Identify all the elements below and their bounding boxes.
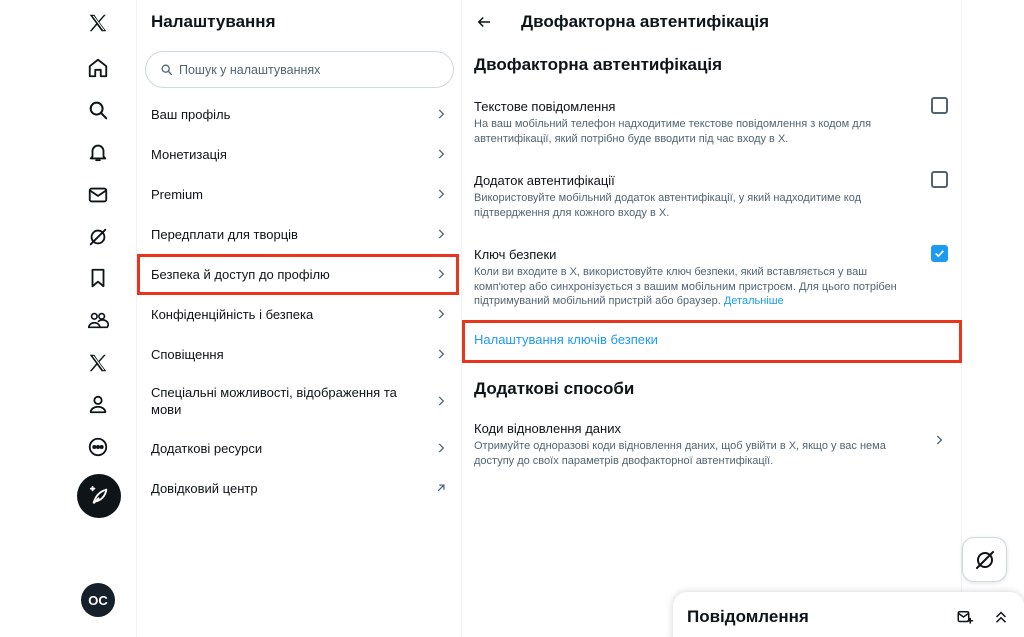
notifications-bell-icon[interactable] (78, 132, 118, 172)
search-placeholder: Пошук у налаштуваннях (179, 62, 321, 77)
chevron-right-icon (434, 187, 448, 201)
messages-drawer[interactable] (673, 592, 1024, 637)
option-authenticator-app[interactable] (474, 172, 904, 220)
settings-item-label: Додаткові ресурси (151, 440, 263, 456)
search-input[interactable] (145, 51, 454, 88)
chevron-right-icon (434, 394, 448, 408)
option-desc: На ваш мобільний телефон надходитиме текстове повідомлення з кодом для автентифікації, який потрібно буде вводити під час входу в X. (474, 118, 872, 145)
avatar-initials: OC (88, 592, 108, 608)
option-desc: Отримуйте одноразові коди відновлення даних, щоб увійти в X, якщо у вас нема доступу до своїх параметрів двофакторної автентифікації. (474, 440, 886, 467)
chevron-right-icon (434, 227, 448, 241)
option-text-message[interactable] (474, 98, 904, 146)
settings-item-security-access[interactable] (137, 254, 462, 294)
option-title: Ключ безпеки (474, 247, 557, 262)
x-logo-icon[interactable] (78, 3, 118, 43)
settings-item-help-center[interactable] (137, 468, 462, 508)
option-desc-text: Коли ви входите в X, використовуйте ключ безпеки, який вставляється у ваш комп'ютер або синхронізується з вашим мобільним пристроєм. Для цього потрібен підтримуваний мобільний пристрій або браузер. (474, 266, 897, 307)
settings-item-label: Сповіщення (151, 346, 224, 362)
settings-item-label: Монетизація (151, 146, 227, 162)
settings-title: Налаштування (151, 12, 276, 31)
option-title: Додаток автентифікації (474, 173, 615, 188)
grok-icon[interactable] (78, 217, 118, 257)
settings-item-label: Ваш профіль (151, 106, 231, 122)
settings-item-premium[interactable] (137, 174, 462, 214)
chevron-right-icon (434, 267, 448, 281)
option-backup-codes[interactable] (474, 420, 904, 468)
external-link-arrow-icon (434, 481, 448, 495)
chevron-right-icon (434, 107, 448, 121)
chevron-right-icon (434, 307, 448, 321)
grok-icon (973, 548, 997, 572)
chevron-right-icon (434, 441, 448, 455)
settings-item-monetization[interactable] (137, 134, 462, 174)
checkmark-icon (933, 247, 946, 260)
settings-item-label: Передплати для творців (151, 226, 298, 242)
grok-floating-button[interactable] (962, 537, 1007, 582)
option-title: Текстове повідомлення (474, 99, 616, 114)
new-message-icon[interactable] (956, 608, 974, 626)
authenticator-app-checkbox[interactable] (931, 171, 948, 188)
settings-item-label: Довідковий центр (151, 480, 258, 496)
settings-item-accessibility[interactable] (137, 379, 462, 423)
chevron-right-icon (434, 147, 448, 161)
security-key-checkbox[interactable] (931, 245, 948, 262)
section-title-2fa: Двофакторна автентифікація (474, 55, 723, 74)
home-icon[interactable] (78, 48, 118, 88)
settings-item-notifications[interactable] (137, 334, 462, 374)
avatar[interactable] (81, 583, 115, 617)
settings-item-label: Безпека й доступ до профілю (151, 266, 330, 282)
settings-item-label: Спеціальні можливості, відображення та мови (151, 385, 397, 417)
messages-drawer-title: Повідомлення (687, 607, 809, 626)
settings-item-label: Premium (151, 186, 204, 202)
settings-item-profile[interactable] (137, 94, 462, 134)
search-icon[interactable] (78, 90, 118, 130)
search-icon (160, 63, 173, 76)
option-desc (474, 265, 904, 309)
messages-envelope-icon[interactable] (78, 175, 118, 215)
option-title: Коди відновлення даних (474, 421, 621, 436)
page-title: Двофакторна автентифікація (521, 12, 770, 31)
security-keys-settings-link[interactable]: Налаштування ключів безпеки (474, 332, 658, 347)
chevron-right-icon (932, 433, 946, 447)
post-button[interactable] (77, 474, 121, 518)
arrow-left-icon (475, 13, 493, 31)
chevron-right-icon (434, 347, 448, 361)
profile-icon[interactable] (78, 384, 118, 424)
settings-item-label: Конфіденційність і безпека (151, 306, 314, 322)
bookmarks-icon[interactable] (78, 258, 118, 298)
settings-item-privacy-safety[interactable] (137, 294, 462, 334)
learn-more-link[interactable]: Детальніше (723, 295, 784, 307)
communities-icon[interactable] (78, 300, 118, 340)
premium-x-icon[interactable] (78, 343, 118, 383)
option-security-key[interactable] (474, 246, 904, 309)
section-title-additional: Додаткові способи (474, 379, 635, 398)
more-icon[interactable] (78, 427, 118, 467)
text-message-checkbox[interactable] (931, 97, 948, 114)
settings-item-creator-subscriptions[interactable] (137, 214, 462, 254)
sidebar-nav (0, 0, 136, 637)
compose-feather-icon (88, 485, 110, 507)
settings-panel (136, 0, 462, 637)
back-button[interactable] (472, 10, 496, 34)
option-desc: Використовуйте мобільний додаток автентифікації, у який надходитиме код підтвердження для кожного входу в X. (474, 192, 861, 219)
detail-panel (462, 0, 962, 637)
chevron-double-up-icon[interactable] (992, 608, 1010, 626)
settings-item-additional-resources[interactable] (137, 428, 462, 468)
